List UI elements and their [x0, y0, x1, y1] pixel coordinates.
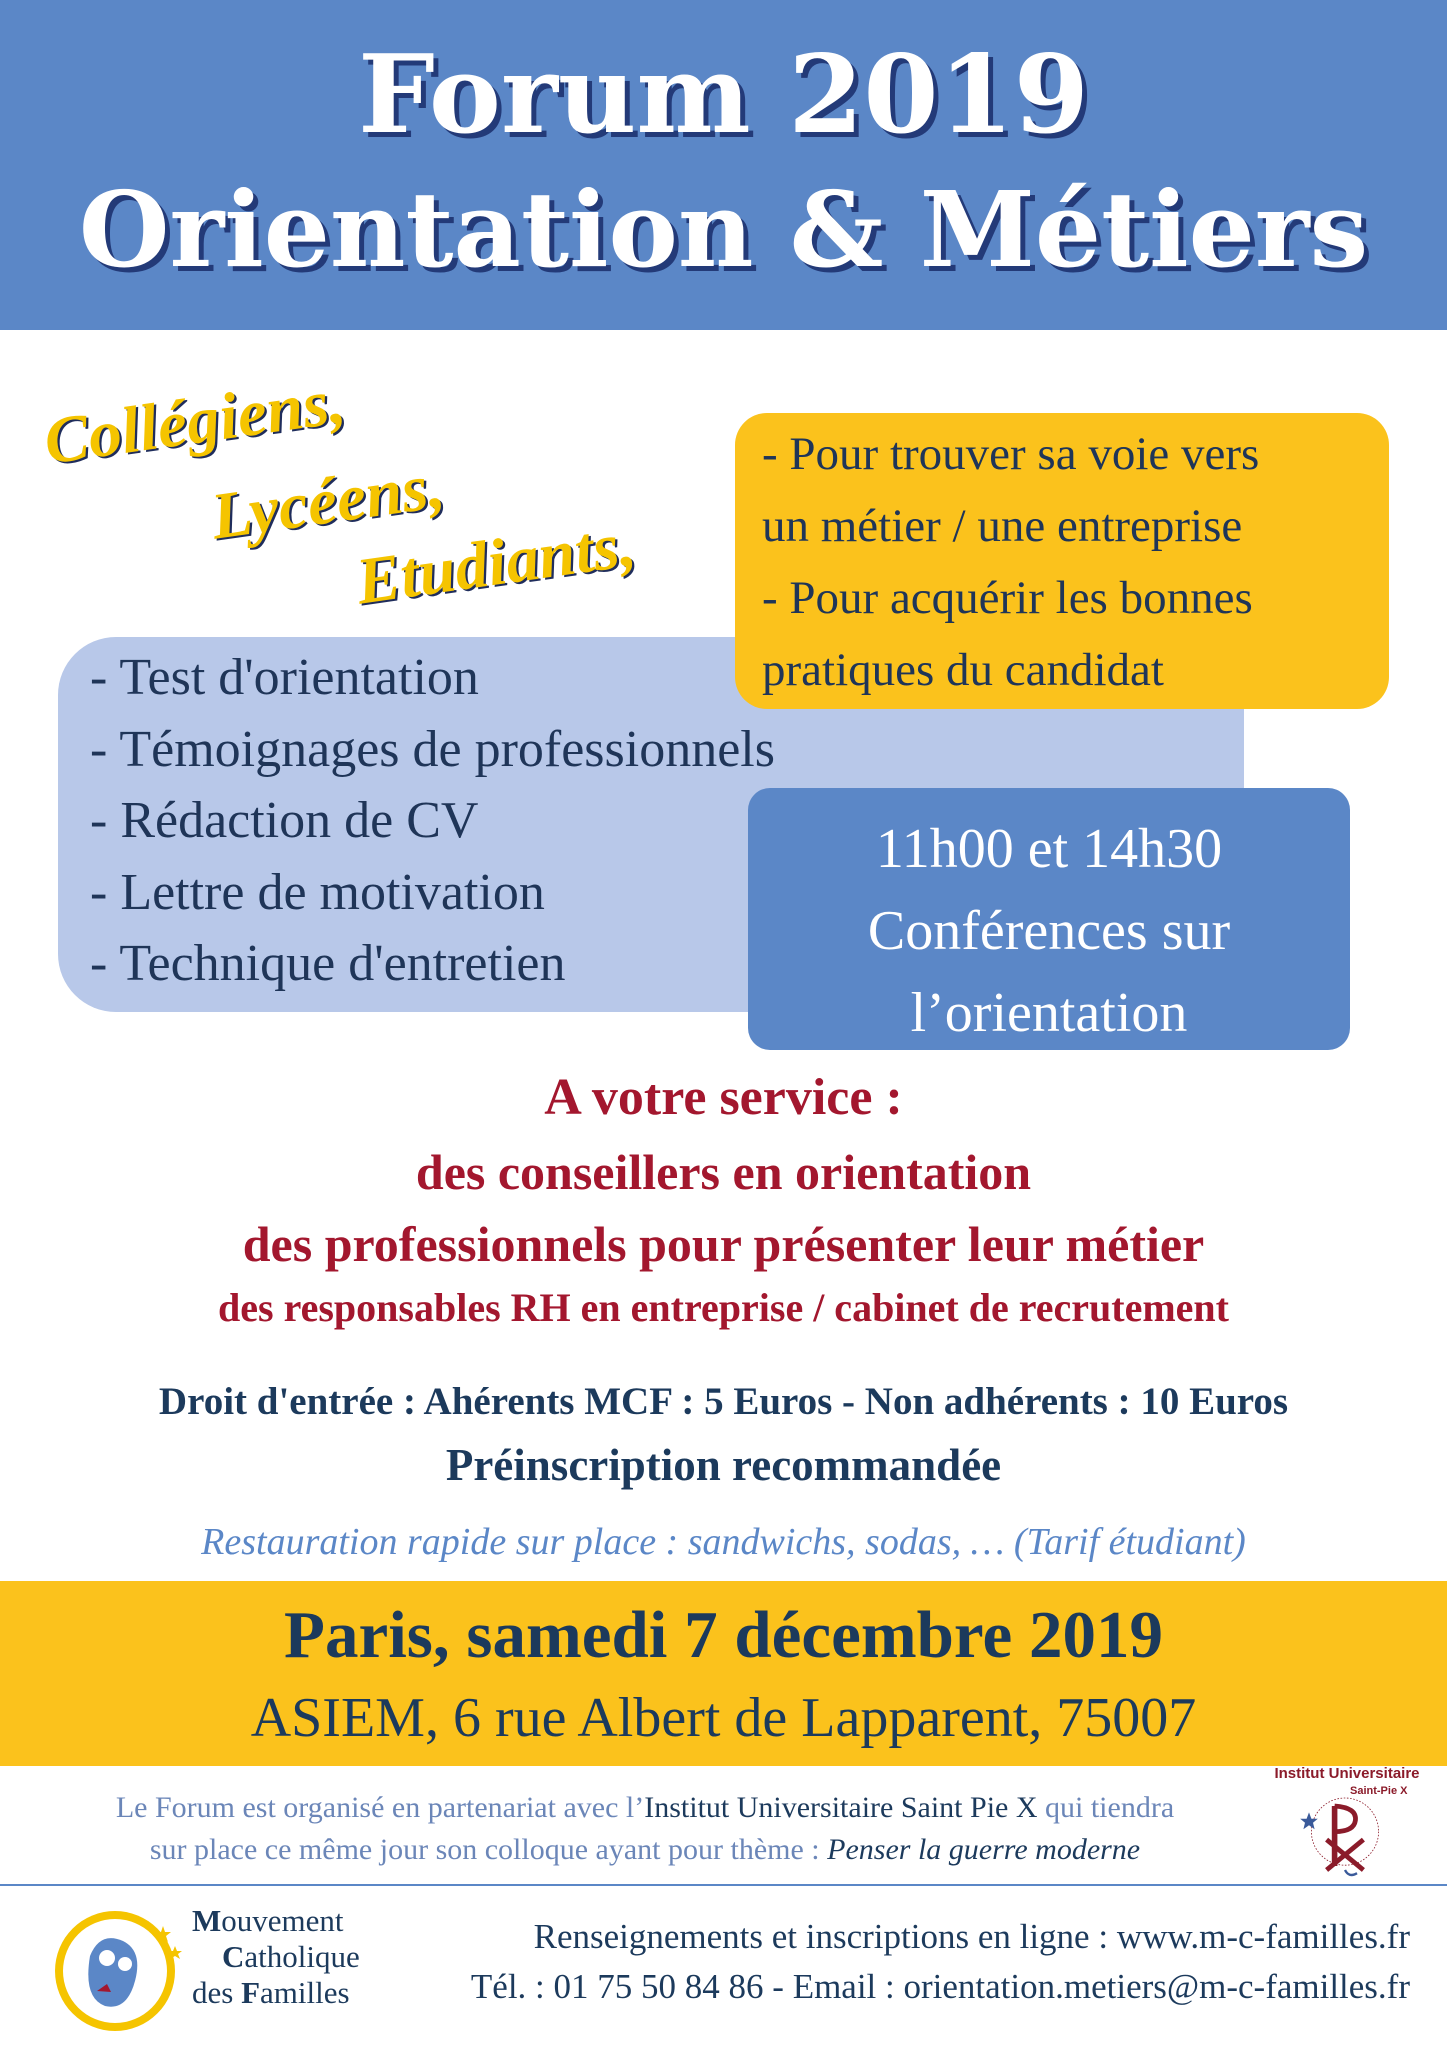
catering-note: Restauration rapide sur place : sandwichs, sodas, … (Tarif étudiant)	[201, 1521, 1246, 1563]
mcf-initial-f: F	[241, 1975, 261, 2010]
mcf-word-2: atholique	[244, 1939, 360, 1974]
goal-line: pratiques du candidat	[762, 644, 1164, 696]
activity-item: - Témoignages de professionnels	[90, 720, 775, 778]
conferences-text	[748, 808, 1350, 1054]
service-item-3: des responsables RH en entreprise / cabinet de recrutement	[218, 1285, 1229, 1330]
institute-logo-sub: Saint-Pie X	[1350, 1785, 1408, 1797]
audience-line-3: Etudiants,	[351, 507, 640, 619]
partner-text-c: sur place ce même jour son colloque ayant pour thème :	[149, 1833, 828, 1866]
mcf-initial-m: M	[192, 1903, 222, 1938]
partner-institute: Institut Universitaire Saint Pie X	[644, 1791, 1038, 1824]
footer-divider	[0, 1884, 1447, 1886]
service-item-2: des professionnels pour présenter leur métier	[242, 1216, 1205, 1272]
mcf-word-3b: amilles	[260, 1975, 350, 2010]
activity-item: - Test d'orientation	[90, 649, 479, 706]
service-heading: A votre service :	[544, 1069, 903, 1126]
conference-label: Conférences sur	[867, 900, 1231, 962]
partner-text-a: Le Forum est organisé en partenariat avec l’	[115, 1791, 645, 1824]
goal-line: - Pour trouver sa voie vers	[762, 428, 1260, 480]
institute-logo-label: Institut Universitaire	[1274, 1765, 1420, 1782]
partner-theme: Penser la guerre moderne	[827, 1833, 1141, 1866]
partner-note	[45, 1787, 1245, 1871]
conference-time: 11h00 et 14h30	[875, 818, 1223, 880]
conference-topic: l’orientation	[910, 982, 1188, 1044]
goal-line: un métier / une entreprise	[762, 500, 1243, 552]
mcf-logo-icon	[45, 1896, 195, 2041]
goals-list	[762, 418, 1259, 706]
event-date: Paris, samedi 7 décembre 2019	[284, 1598, 1163, 1672]
activities-list	[90, 642, 775, 1000]
entry-price: Droit d'entrée : Ahérents MCF : 5 Euros - Non adhérents : 10 Euros	[158, 1380, 1289, 1423]
audience-line-2: Lycéens,	[206, 448, 449, 554]
event-address: ASIEM, 6 rue Albert de Lapparent, 75007	[250, 1687, 1197, 1749]
contact-phone-email[interactable]: Tél. : 01 75 50 84 86 - Email : orientation.metiers@m-c-familles.fr	[470, 1967, 1410, 2006]
mcf-wordmark	[192, 1903, 360, 2011]
title-line-1: Forum 2019	[358, 32, 1089, 158]
institute-logo-icon	[1260, 1790, 1430, 1890]
activity-item: - Technique d'entretien	[90, 935, 566, 992]
title-line-2: Orientation & Métiers	[78, 168, 1369, 291]
partner-text-b: qui tiendra	[1037, 1791, 1175, 1824]
preregistration-note: Préinscription recommandée	[445, 1440, 1002, 1490]
service-item-1: des conseillers en orientation	[415, 1144, 1032, 1200]
mcf-word-3a: des	[192, 1975, 242, 2010]
contact-info	[390, 1912, 1410, 2012]
goal-line: - Pour acquérir les bonnes	[762, 572, 1253, 624]
activity-item: - Rédaction de CV	[90, 792, 479, 849]
contact-website[interactable]: Renseignements et inscriptions en ligne : www.m-c-familles.fr	[533, 1917, 1410, 1956]
mcf-word-1: ouvement	[221, 1903, 344, 1938]
activity-item: - Lettre de motivation	[90, 863, 545, 921]
audience-line-1: Collégiens,	[39, 364, 350, 479]
mcf-initial-c: C	[222, 1939, 245, 1974]
